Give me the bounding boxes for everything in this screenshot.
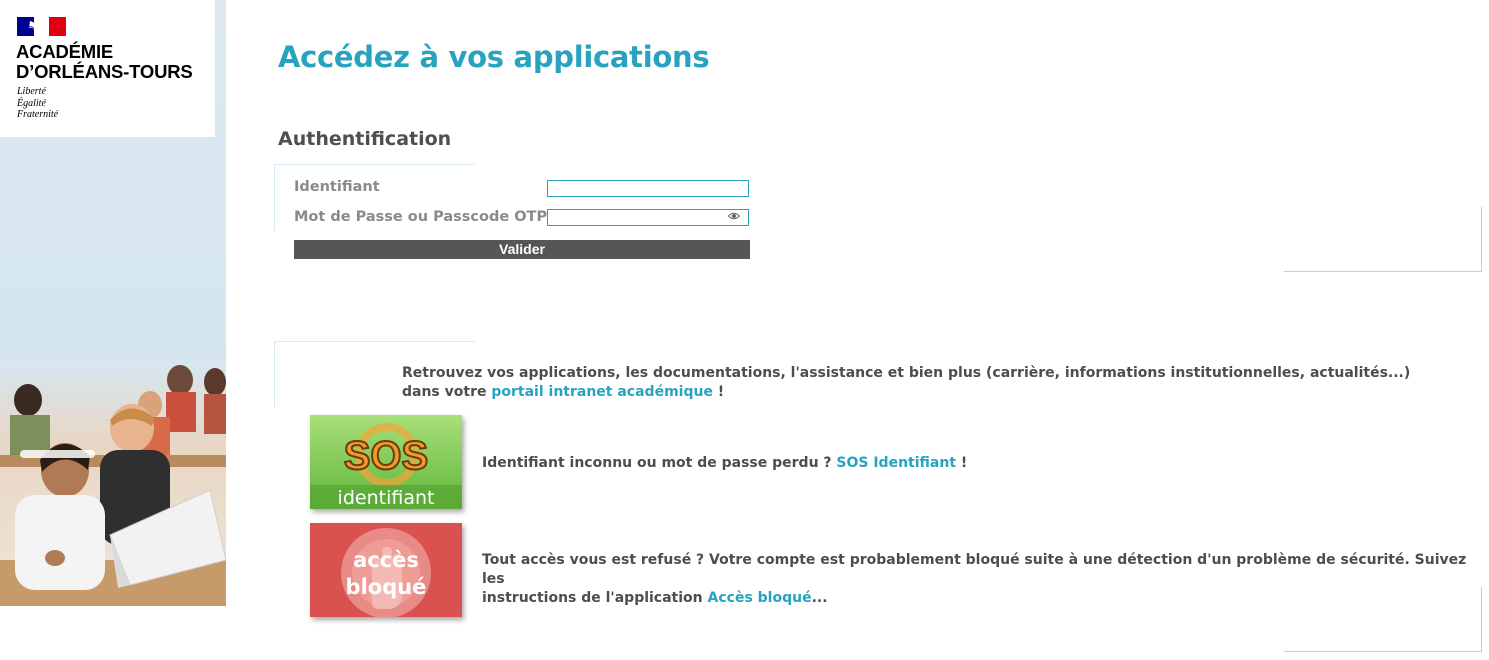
authentication-heading: Authentification xyxy=(278,128,452,150)
sidebar-panel xyxy=(0,0,226,606)
republic-motto xyxy=(17,86,58,121)
sos-identifiant-tile[interactable] xyxy=(310,415,462,509)
show-password-eye-icon[interactable] xyxy=(728,211,740,221)
academy-name xyxy=(16,42,193,82)
motto-egalite: Égalité xyxy=(17,97,46,109)
academy-logo xyxy=(0,0,215,137)
academy-name-line1: ACADÉMIE xyxy=(16,41,114,62)
portal-info-line2-prefix: dans votre xyxy=(402,384,492,400)
submit-button[interactable]: Valider xyxy=(294,240,750,259)
motto-liberte: Liberté xyxy=(17,86,46,97)
identifiant-input[interactable] xyxy=(547,180,749,197)
sos-tile-word1: SOS xyxy=(343,434,429,478)
motto-fraternite: Fraternité xyxy=(17,109,59,120)
blocked-tile-word2: bloqué xyxy=(345,575,427,599)
blocked-info-text xyxy=(482,551,1489,608)
marianne-flag-icon xyxy=(17,17,66,36)
blocked-info-line1: Tout accès vous est refusé ? Votre compte est probablement bloqué suite à une détection d'un problème de sécurité. Suivez les xyxy=(482,552,1467,587)
stop-hand-icon xyxy=(310,523,462,617)
sos-info-suffix: ! xyxy=(956,455,968,471)
password-label: Mot de Passe ou Passcode OTP xyxy=(294,209,548,225)
blocked-info-line2-prefix: instructions de l'application xyxy=(482,590,708,606)
password-input[interactable] xyxy=(547,209,749,226)
portal-info-line1: Retrouvez vos applications, les documentations, l'assistance et bien plus (carrière, informations institutionnelles, actualités...) xyxy=(402,365,1411,381)
acces-bloque-tile[interactable] xyxy=(310,523,462,617)
blocked-info-suffix: ... xyxy=(811,590,828,606)
portal-info-text xyxy=(402,364,1410,402)
academy-name-line2: D’ORLÉANS-TOURS xyxy=(16,61,193,82)
page-title: Accédez à vos applications xyxy=(278,40,710,74)
sos-lifebuoy-icon xyxy=(310,415,462,509)
sos-info-prefix: Identifiant inconnu ou mot de passe perdu ? xyxy=(482,455,837,471)
classroom-photo xyxy=(0,360,226,606)
portal-info-suffix: ! xyxy=(712,384,725,400)
identifiant-label: Identifiant xyxy=(294,179,380,195)
portal-intranet-link[interactable]: portail intranet académique xyxy=(491,384,713,400)
sos-identifiant-link[interactable]: SOS Identifiant xyxy=(836,455,957,471)
decorative-frame-corner xyxy=(1284,207,1482,272)
acces-bloque-link[interactable]: Accès bloqué xyxy=(707,590,812,606)
blocked-tile-word1: accès xyxy=(353,548,419,572)
sos-info-text xyxy=(482,454,967,473)
sos-tile-word2: identifiant xyxy=(337,487,435,509)
